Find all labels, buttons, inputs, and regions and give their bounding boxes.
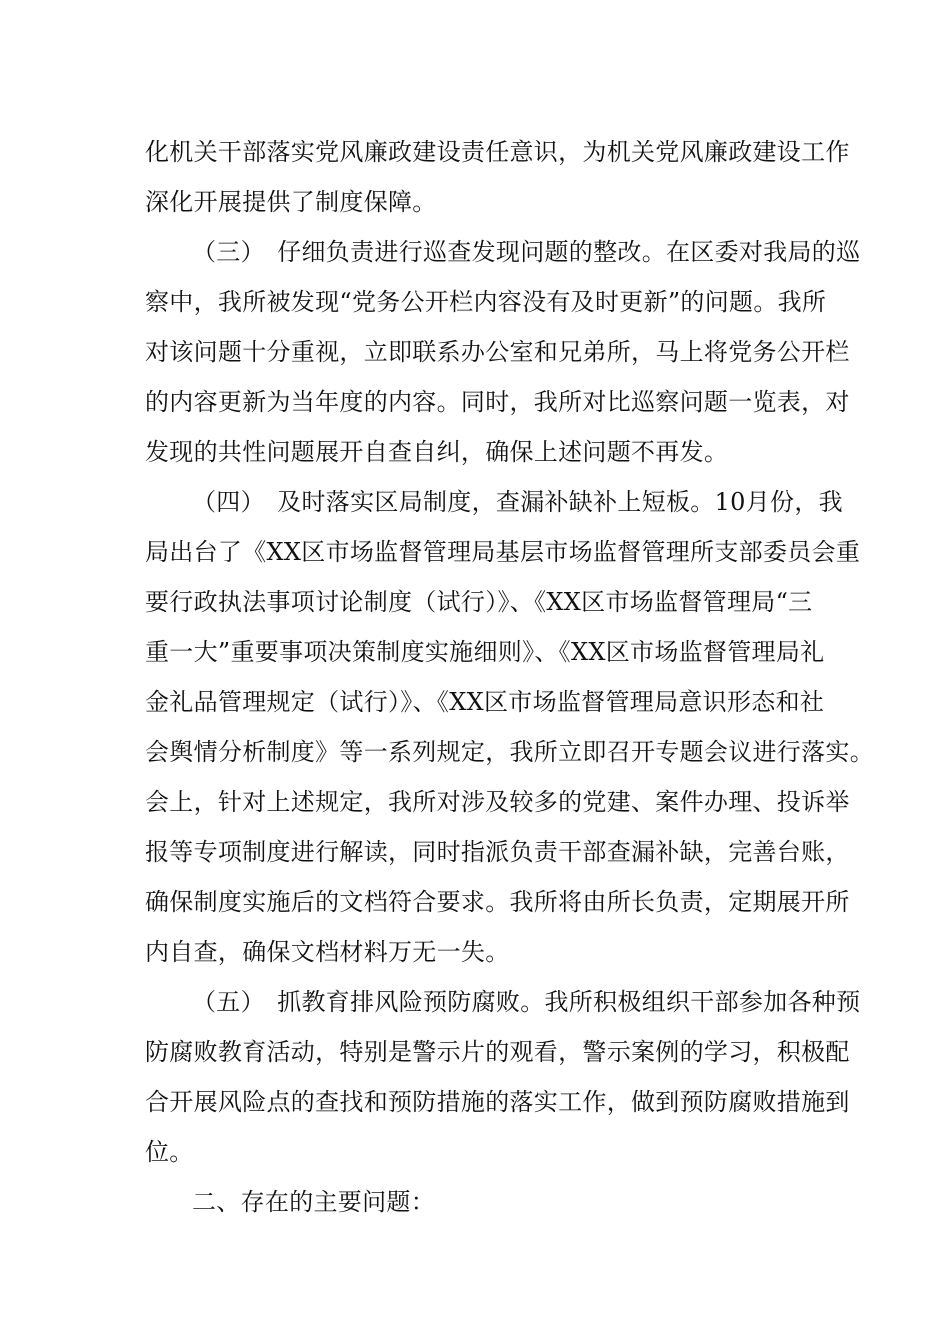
text-line: 深化开展提供了制度保障。 <box>145 188 437 216</box>
text-line: 局出台了《XX区市场监督管理局基层市场监督管理所支部委员会重 <box>145 538 861 566</box>
text-line: 防腐败教育活动，特别是警示片的观看，警示案例的学习，积极配 <box>145 1038 850 1066</box>
text-line: 位。 <box>145 1138 194 1166</box>
text-line: 要行政执法事项讨论制度（试行）》、《XX区市场监督管理局“三 <box>145 588 813 616</box>
text-line: 会上，针对上述规定，我所对涉及较多的党建、案件办理、投诉举 <box>145 788 850 816</box>
text-line: 化机关干部落实党风廉政建设责任意识，为机关党风廉政建设工作 <box>145 138 850 166</box>
text-line: 的内容更新为当年度的内容。同时，我所对比巡察问题一览表，对 <box>145 388 850 416</box>
text-line: 合开展风险点的查找和预防措施的落实工作，做到预防腐败措施到 <box>145 1088 850 1116</box>
text-line: 发现的共性问题展开自查自纠，确保上述问题不再发。 <box>145 438 729 466</box>
text-line: 确保制度实施后的文档符合要求。我所将由所长负责，定期展开所 <box>145 888 850 916</box>
text-line: 重一大”重要事项决策制度实施细则》、《XX区市场监督管理局礼 <box>145 638 825 666</box>
text-line: 察中，我所被发现“党务公开栏内容没有及时更新”的问题。我所 <box>145 288 827 316</box>
text-line: 金礼品管理规定（试行）》、《XX区市场监督管理局意识形态和社 <box>145 688 825 716</box>
text-line: 对该问题十分重视，立即联系办公室和兄弟所，马上将党务公开栏 <box>145 338 850 366</box>
section-three-heading-line: （三） 仔细负责进行巡查发现问题的整改。在区委对我局的巡 <box>192 238 861 266</box>
section-four-heading-line: （四） 及时落实区局制度，查漏补缺补上短板。10月份，我 <box>192 488 843 516</box>
section-five-heading-line: （五） 抓教育排风险预防腐败。我所积极组织干部参加各种预 <box>192 988 861 1016</box>
text-line: 报等专项制度进行解读，同时指派负责干部查漏补缺，完善台账， <box>145 838 850 866</box>
text-line: 内自查，确保文档材料万无一失。 <box>145 938 510 966</box>
section-heading-main-problems: 二、存在的主要问题： <box>192 1188 435 1216</box>
text-line: 会舆情分析制度》等一系列规定，我所立即召开专题会议进行落实。 <box>145 738 874 766</box>
